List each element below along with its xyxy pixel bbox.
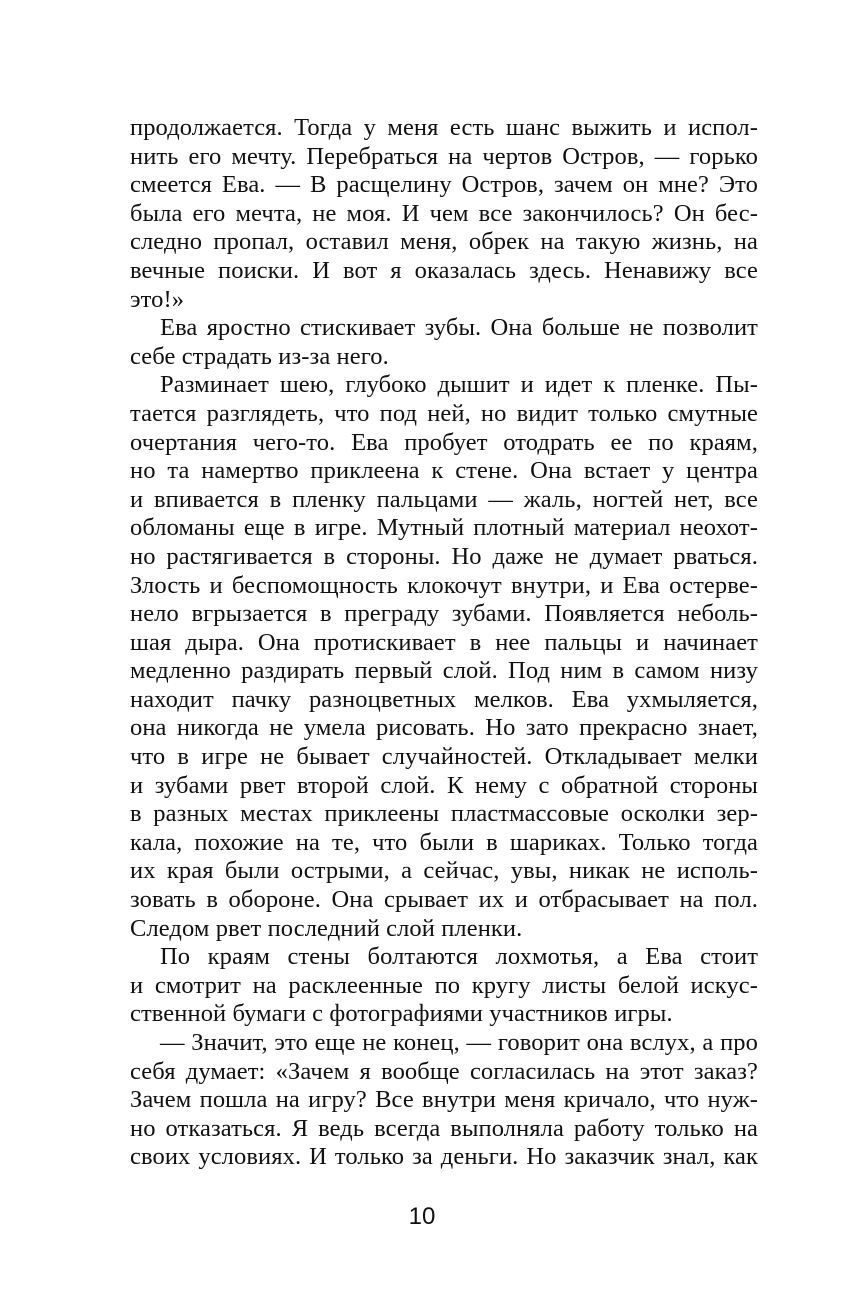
text-line: она никогда не умела рисовать. Но зато прекрасно знает,	[130, 714, 758, 742]
text-line: продолжается. Тогда у меня есть шанс выжить и испол-	[130, 114, 758, 141]
text-line: находит пачку разноцветных мелков. Ева ухмыляется,	[130, 685, 758, 713]
paragraph-start-line: Ева яростно стискивает зубы. Она больше не позволит	[160, 314, 758, 342]
page-number: 10	[408, 1203, 436, 1230]
text-line: их края были острыми, а сейчас, увы, никак не исполь-	[130, 857, 758, 885]
paragraph-start-line: Разминает шею, глубоко дышит и идет к пленке. Пы-	[160, 371, 758, 399]
text-line: себе страдать из-за него.	[130, 342, 389, 370]
text-line: это!»	[130, 285, 185, 313]
text-line: но растягивается в стороны. Но даже не думает рваться.	[130, 542, 758, 570]
text-line: но та намертво приклеена к стене. Она встает у центра	[130, 457, 758, 485]
body-text	[130, 114, 758, 1172]
text-line: себя думает: «Зачем я вообще согласилась на этот заказ?	[130, 1057, 758, 1085]
text-line: в разных местах приклеены пластмассовые осколки зер-	[130, 800, 758, 828]
text-line: следно пропал, оставил меня, обрек на такую жизнь, на	[130, 228, 758, 256]
paragraph-start-line: По краям стены болтаются лохмотья, а Ева стоит	[160, 943, 758, 971]
text-line: и впивается в пленку пальцами — жаль, ногтей нет, все	[130, 485, 758, 513]
text-line: кала, похожие на те, что были в шариках. Только тогда	[130, 828, 758, 856]
text-line: тается разглядеть, что под ней, но видит только смутные	[130, 399, 758, 427]
text-line: и смотрит на расклеенные по кругу листы белой искус-	[130, 971, 758, 999]
text-line: Злость и беспомощность клокочут внутри, и Ева остерве-	[130, 571, 758, 599]
text-line: нело вгрызается в преграду зубами. Появляется неболь-	[130, 600, 758, 628]
text-line: медленно раздирать первый слой. Под ним в самом низу	[130, 657, 758, 685]
text-line: нить его мечту. Перебраться на чертов Остров, — горько	[130, 142, 758, 170]
text-line: очертания чего-то. Ева пробует отодрать ее по краям,	[130, 428, 758, 456]
text-line: шая дыра. Она протискивает в нее пальцы и начинает	[130, 628, 758, 656]
text-line: но отказаться. Я ведь всегда выполняла работу только на	[130, 1114, 758, 1142]
text-line: зовать в обороне. Она срывает их и отбрасывает на пол.	[130, 886, 758, 914]
text-line: ственной бумаги с фотографиями участников игры.	[130, 1000, 673, 1028]
text-line: обломаны еще в игре. Мутный плотный материал неохот-	[130, 514, 758, 542]
text-line: что в игре не бывает случайностей. Откладывает мелки	[130, 743, 758, 771]
paragraph-start-line: — Значит, это еще не конец, — говорит она вслух, а про	[160, 1029, 758, 1056]
text-line: и зубами рвет второй слой. К нему с обратной стороны	[130, 771, 758, 799]
text-line: Зачем пошла на игру? Все внутри меня кричало, что нуж-	[130, 1086, 758, 1114]
text-line: Следом рвет последний слой пленки.	[130, 914, 523, 942]
text-line: смеется Ева. — В расщелину Остров, зачем он мне? Это	[130, 171, 758, 199]
text-line: была его мечта, не моя. И чем все закончилось? Он бес-	[130, 199, 758, 227]
text-line: своих условиях. И только за деньги. Но заказчик знал, как	[130, 1143, 758, 1171]
text-line: вечные поиски. И вот я оказалась здесь. Ненавижу все	[130, 256, 758, 284]
